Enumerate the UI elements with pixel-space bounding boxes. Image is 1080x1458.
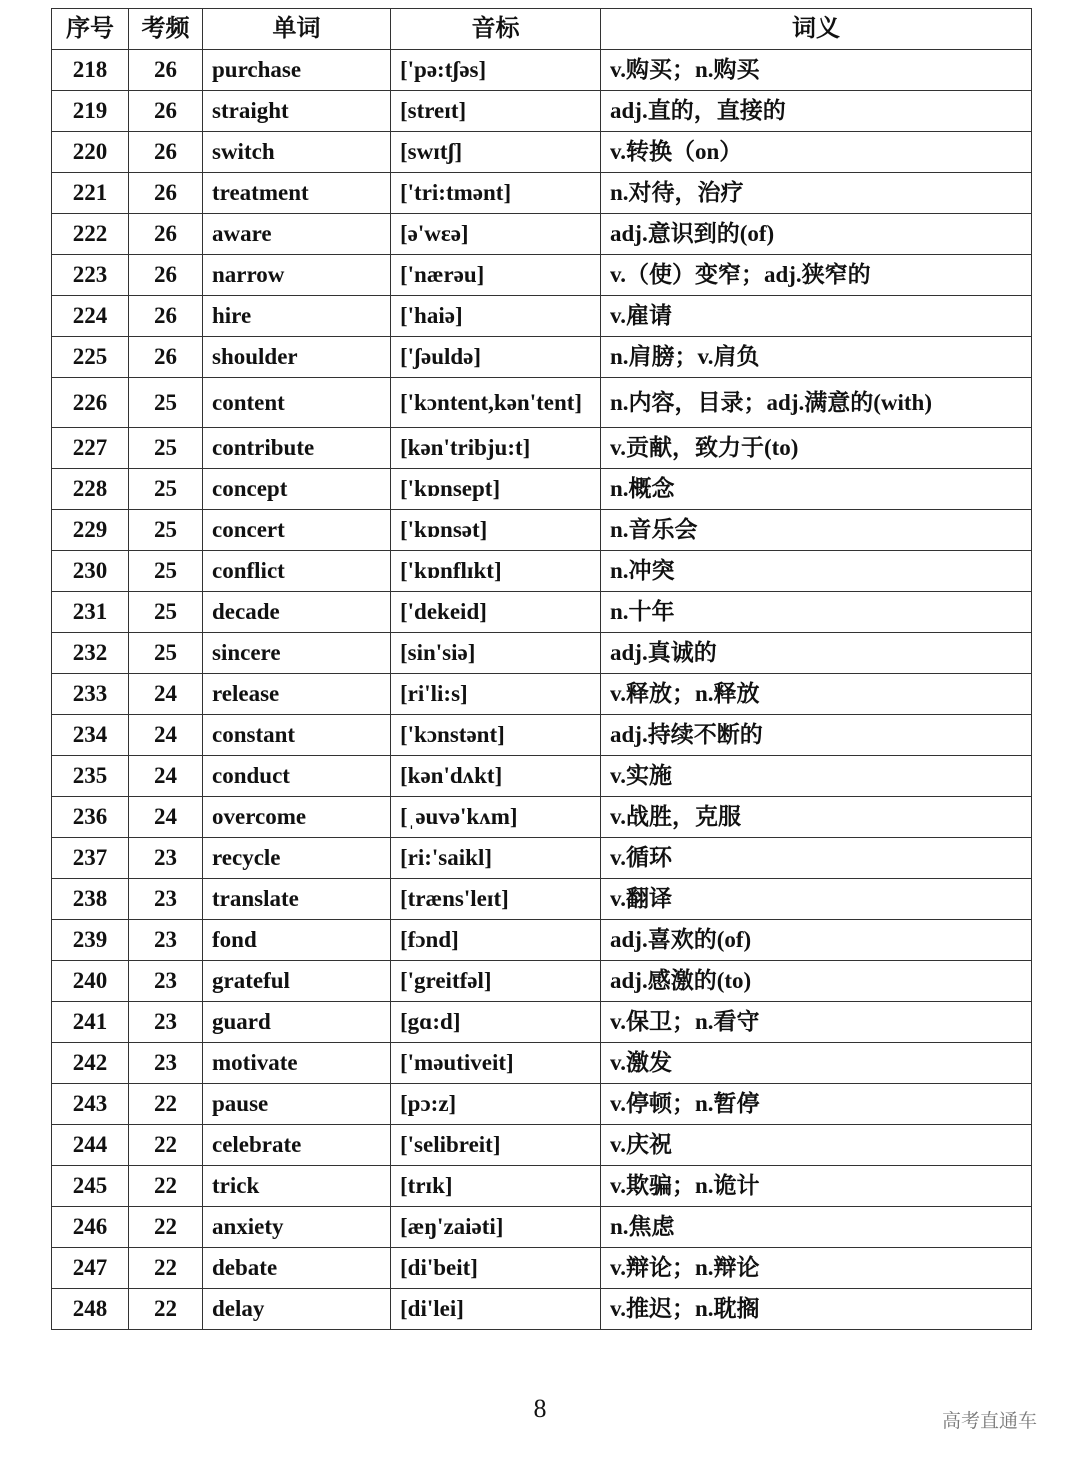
row-phonetic: ['tri:tmənt] <box>391 173 601 214</box>
row-index: 248 <box>52 1289 129 1330</box>
table-row <box>52 592 1032 633</box>
row-index: 236 <box>52 797 129 838</box>
row-phonetic: [fɔnd] <box>391 920 601 961</box>
row-meaning: v.辩论；n.辩论 <box>601 1248 1032 1289</box>
row-index: 240 <box>52 961 129 1002</box>
row-meaning: v.释放；n.释放 <box>601 674 1032 715</box>
row-word: debate <box>203 1248 391 1289</box>
row-word: constant <box>203 715 391 756</box>
table-row <box>52 378 1032 428</box>
row-frequency: 23 <box>129 838 203 879</box>
row-index: 243 <box>52 1084 129 1125</box>
table-row <box>52 797 1032 838</box>
row-phonetic: [ə'wɛə] <box>391 214 601 255</box>
row-meaning: v.购买；n.购买 <box>601 50 1032 91</box>
row-frequency: 25 <box>129 592 203 633</box>
row-index: 227 <box>52 428 129 469</box>
row-index: 241 <box>52 1002 129 1043</box>
row-word: trick <box>203 1166 391 1207</box>
row-frequency: 23 <box>129 879 203 920</box>
row-meaning: n.焦虑 <box>601 1207 1032 1248</box>
row-phonetic: ['nærəu] <box>391 255 601 296</box>
row-frequency: 26 <box>129 337 203 378</box>
row-phonetic: ['ʃəuldə] <box>391 337 601 378</box>
row-frequency: 22 <box>129 1166 203 1207</box>
table-row <box>52 91 1032 132</box>
row-frequency: 22 <box>129 1084 203 1125</box>
row-meaning: v.庆祝 <box>601 1125 1032 1166</box>
table-row <box>52 756 1032 797</box>
header-frequency: 考频 <box>129 9 203 50</box>
table-row <box>52 510 1032 551</box>
row-index: 224 <box>52 296 129 337</box>
table-row <box>52 255 1032 296</box>
table-row <box>52 132 1032 173</box>
row-word: aware <box>203 214 391 255</box>
row-meaning: v.（使）变窄；adj.狭窄的 <box>601 255 1032 296</box>
row-phonetic: [streɪt] <box>391 91 601 132</box>
row-phonetic: [sin'siə] <box>391 633 601 674</box>
row-index: 231 <box>52 592 129 633</box>
table-row <box>52 1084 1032 1125</box>
row-frequency: 22 <box>129 1289 203 1330</box>
table-row <box>52 1207 1032 1248</box>
row-meaning: n.肩膀；v.肩负 <box>601 337 1032 378</box>
row-phonetic: [kən'tribju:t] <box>391 428 601 469</box>
row-meaning: adj.直的，直接的 <box>601 91 1032 132</box>
row-word: overcome <box>203 797 391 838</box>
row-meaning: v.实施 <box>601 756 1032 797</box>
row-phonetic: ['kɔnstənt] <box>391 715 601 756</box>
row-word: grateful <box>203 961 391 1002</box>
row-phonetic: ['greitfəl] <box>391 961 601 1002</box>
row-word: sincere <box>203 633 391 674</box>
row-frequency: 25 <box>129 428 203 469</box>
row-meaning: v.停顿；n.暂停 <box>601 1084 1032 1125</box>
row-word: guard <box>203 1002 391 1043</box>
row-index: 234 <box>52 715 129 756</box>
table-row <box>52 1043 1032 1084</box>
page-number: 8 <box>533 1394 547 1423</box>
row-index: 239 <box>52 920 129 961</box>
row-frequency: 25 <box>129 469 203 510</box>
row-meaning: v.欺骗；n.诡计 <box>601 1166 1032 1207</box>
row-frequency: 22 <box>129 1207 203 1248</box>
row-phonetic: ['kɒnsət] <box>391 510 601 551</box>
table-row <box>52 715 1032 756</box>
row-frequency: 23 <box>129 920 203 961</box>
row-phonetic: [swɪtʃ] <box>391 132 601 173</box>
row-frequency: 26 <box>129 296 203 337</box>
row-word: switch <box>203 132 391 173</box>
table-row <box>52 674 1032 715</box>
row-meaning: adj.意识到的(of) <box>601 214 1032 255</box>
row-word: narrow <box>203 255 391 296</box>
row-frequency: 26 <box>129 132 203 173</box>
row-phonetic: [ri:'saikl] <box>391 838 601 879</box>
row-word: decade <box>203 592 391 633</box>
row-word: delay <box>203 1289 391 1330</box>
table-row <box>52 879 1032 920</box>
row-index: 235 <box>52 756 129 797</box>
row-meaning: n.对待，治疗 <box>601 173 1032 214</box>
row-frequency: 24 <box>129 797 203 838</box>
row-word: contribute <box>203 428 391 469</box>
row-word: celebrate <box>203 1125 391 1166</box>
table-row <box>52 633 1032 674</box>
row-phonetic: ['dekeid] <box>391 592 601 633</box>
table-row <box>52 1248 1032 1289</box>
watermark: 高考直通车 <box>942 1410 1038 1432</box>
row-frequency: 25 <box>129 633 203 674</box>
row-index: 232 <box>52 633 129 674</box>
row-frequency: 22 <box>129 1248 203 1289</box>
row-word: motivate <box>203 1043 391 1084</box>
table-row <box>52 961 1032 1002</box>
row-word: conflict <box>203 551 391 592</box>
row-meaning: adj.持续不断的 <box>601 715 1032 756</box>
table-row <box>52 469 1032 510</box>
row-frequency: 26 <box>129 50 203 91</box>
table-row <box>52 50 1032 91</box>
header-phonetic: 音标 <box>391 9 601 50</box>
row-phonetic: [ˌəuvə'kʌm] <box>391 797 601 838</box>
header-meaning: 词义 <box>601 9 1032 50</box>
row-index: 233 <box>52 674 129 715</box>
row-index: 246 <box>52 1207 129 1248</box>
row-word: release <box>203 674 391 715</box>
table-row <box>52 1166 1032 1207</box>
row-frequency: 26 <box>129 91 203 132</box>
table-row <box>52 1289 1032 1330</box>
row-meaning: v.雇请 <box>601 296 1032 337</box>
row-phonetic: [di'beit] <box>391 1248 601 1289</box>
row-frequency: 24 <box>129 715 203 756</box>
row-frequency: 26 <box>129 255 203 296</box>
row-frequency: 25 <box>129 551 203 592</box>
row-phonetic: [kən'dʌkt] <box>391 756 601 797</box>
row-phonetic: [gɑ:d] <box>391 1002 601 1043</box>
row-frequency: 22 <box>129 1125 203 1166</box>
row-index: 244 <box>52 1125 129 1166</box>
row-phonetic: ['kɔntent,kən'tent] <box>391 378 601 428</box>
row-phonetic: [di'lei] <box>391 1289 601 1330</box>
table-row <box>52 1002 1032 1043</box>
table-row <box>52 428 1032 469</box>
row-meaning: n.内容，目录；adj.满意的(with) <box>601 378 1032 428</box>
row-word: treatment <box>203 173 391 214</box>
row-frequency: 25 <box>129 378 203 428</box>
row-frequency: 25 <box>129 510 203 551</box>
row-meaning: n.音乐会 <box>601 510 1032 551</box>
row-index: 237 <box>52 838 129 879</box>
row-phonetic: [trɪk] <box>391 1166 601 1207</box>
row-phonetic: [træns'leɪt] <box>391 879 601 920</box>
row-word: recycle <box>203 838 391 879</box>
row-index: 247 <box>52 1248 129 1289</box>
row-meaning: v.推迟；n.耽搁 <box>601 1289 1032 1330</box>
row-meaning: v.循环 <box>601 838 1032 879</box>
header-word: 单词 <box>203 9 391 50</box>
row-meaning: v.贡献，致力于(to) <box>601 428 1032 469</box>
row-index: 225 <box>52 337 129 378</box>
row-index: 220 <box>52 132 129 173</box>
row-index: 218 <box>52 50 129 91</box>
row-frequency: 23 <box>129 961 203 1002</box>
row-word: concept <box>203 469 391 510</box>
row-meaning: n.十年 <box>601 592 1032 633</box>
row-phonetic: ['kɒnflɪkt] <box>391 551 601 592</box>
row-word: content <box>203 378 391 428</box>
table-row <box>52 173 1032 214</box>
row-index: 228 <box>52 469 129 510</box>
row-phonetic: ['haiə] <box>391 296 601 337</box>
table-row <box>52 296 1032 337</box>
row-meaning: n.概念 <box>601 469 1032 510</box>
table-row <box>52 920 1032 961</box>
row-meaning: v.翻译 <box>601 879 1032 920</box>
row-meaning: adj.真诚的 <box>601 633 1032 674</box>
row-phonetic: [ri'li:s] <box>391 674 601 715</box>
row-frequency: 26 <box>129 173 203 214</box>
row-phonetic: [pɔ:z] <box>391 1084 601 1125</box>
row-frequency: 24 <box>129 756 203 797</box>
table-row <box>52 337 1032 378</box>
row-index: 230 <box>52 551 129 592</box>
row-meaning: v.保卫；n.看守 <box>601 1002 1032 1043</box>
row-phonetic: ['selibreit] <box>391 1125 601 1166</box>
row-word: straight <box>203 91 391 132</box>
row-frequency: 24 <box>129 674 203 715</box>
row-meaning: adj.感激的(to) <box>601 961 1032 1002</box>
vocabulary-table <box>51 8 1032 1330</box>
row-word: purchase <box>203 50 391 91</box>
row-word: shoulder <box>203 337 391 378</box>
table-row <box>52 1125 1032 1166</box>
row-index: 222 <box>52 214 129 255</box>
row-phonetic: ['kɒnsept] <box>391 469 601 510</box>
row-index: 229 <box>52 510 129 551</box>
table-header-row <box>52 9 1032 50</box>
row-index: 219 <box>52 91 129 132</box>
row-word: hire <box>203 296 391 337</box>
row-phonetic: [æŋ'zaiəti] <box>391 1207 601 1248</box>
row-meaning: adj.喜欢的(of) <box>601 920 1032 961</box>
header-index: 序号 <box>52 9 129 50</box>
row-word: conduct <box>203 756 391 797</box>
row-index: 238 <box>52 879 129 920</box>
row-word: anxiety <box>203 1207 391 1248</box>
row-index: 245 <box>52 1166 129 1207</box>
table-row <box>52 551 1032 592</box>
row-meaning: v.激发 <box>601 1043 1032 1084</box>
row-phonetic: ['məutiveit] <box>391 1043 601 1084</box>
table-row <box>52 214 1032 255</box>
row-index: 242 <box>52 1043 129 1084</box>
row-frequency: 23 <box>129 1043 203 1084</box>
row-meaning: v.转换（on） <box>601 132 1032 173</box>
table-row <box>52 838 1032 879</box>
row-word: translate <box>203 879 391 920</box>
row-meaning: v.战胜，克服 <box>601 797 1032 838</box>
row-index: 221 <box>52 173 129 214</box>
row-word: fond <box>203 920 391 961</box>
row-frequency: 23 <box>129 1002 203 1043</box>
row-index: 226 <box>52 378 129 428</box>
row-word: concert <box>203 510 391 551</box>
row-phonetic: ['pə:tʃəs] <box>391 50 601 91</box>
row-word: pause <box>203 1084 391 1125</box>
row-index: 223 <box>52 255 129 296</box>
row-meaning: n.冲突 <box>601 551 1032 592</box>
row-frequency: 26 <box>129 214 203 255</box>
